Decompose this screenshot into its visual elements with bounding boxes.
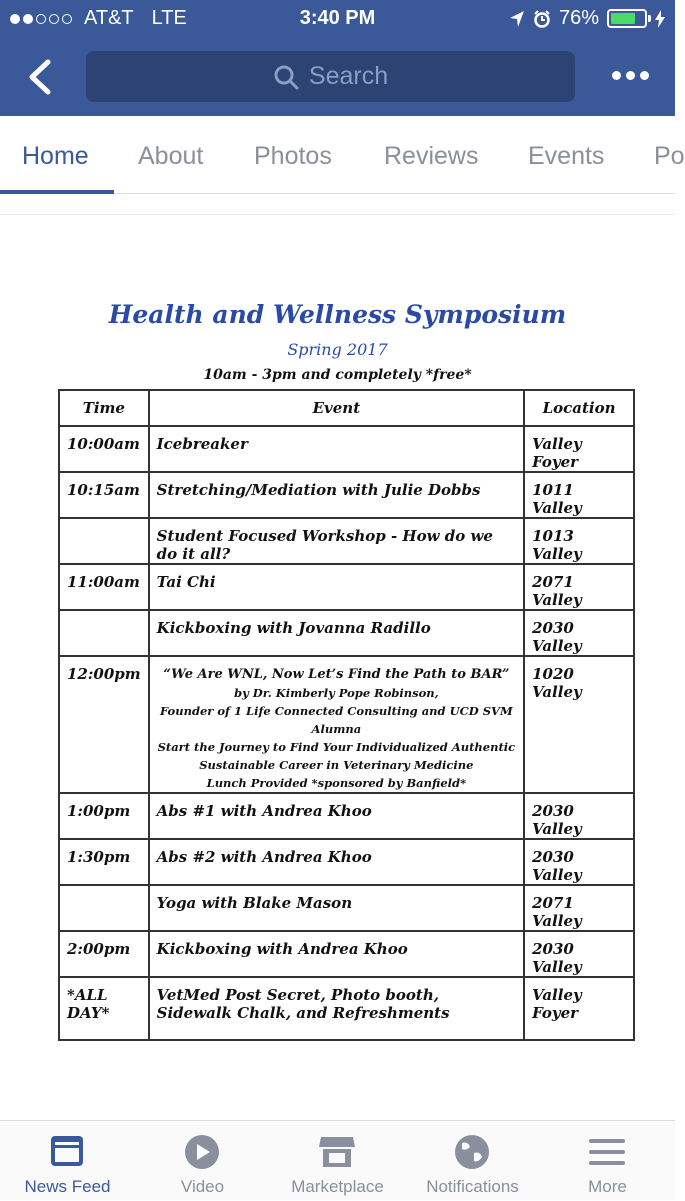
- nav-label: News Feed: [24, 1177, 111, 1196]
- location-cell: Valley Foyer: [524, 426, 634, 472]
- location-cell: 2071 Valley: [524, 885, 634, 931]
- tab-photos[interactable]: Photos: [254, 142, 332, 170]
- event-line: Start the Journey to Find Your Individualized Authentic: [157, 740, 516, 754]
- post-photo[interactable]: [0, 216, 675, 1089]
- time-cell: 10:00am: [59, 426, 149, 472]
- event-line: Sustainable Career in Veterinary Medicine: [199, 758, 474, 772]
- column-header-location: Location: [524, 390, 634, 426]
- event-line: “We Are WNL, Now Let’s Find the Path to BAR”: [163, 667, 510, 682]
- signal-dot: [36, 14, 46, 24]
- location-cell: 2030 Valley: [524, 839, 634, 885]
- nav-notifications[interactable]: [405, 1121, 540, 1201]
- battery-level: [611, 13, 635, 24]
- table-header-row: [59, 390, 634, 426]
- event-cell: VetMed Post Secret, Photo booth, Sidewalk Chalk, and Refreshments: [149, 977, 524, 1040]
- dot-icon: [626, 71, 635, 80]
- tab-about[interactable]: About: [138, 142, 204, 170]
- column-header-time: Time: [59, 390, 149, 426]
- video-icon: [182, 1133, 222, 1171]
- time-cell: [59, 518, 149, 564]
- time-cell: [59, 885, 149, 931]
- event-cell: Kickboxing with Andrea Khoo: [149, 931, 524, 977]
- time-cell: *ALL DAY*: [59, 977, 149, 1040]
- event-cell: Student Focused Workshop - How do we do it all?: [149, 518, 524, 564]
- divider: [0, 214, 675, 215]
- event-cell: Yoga with Blake Mason: [149, 885, 524, 931]
- location-cell: 1013 Valley: [524, 518, 634, 564]
- battery-percent: 76%: [558, 7, 599, 29]
- table-row: [59, 793, 634, 839]
- tab-events[interactable]: Events: [528, 142, 605, 170]
- charging-bolt-icon: [655, 10, 665, 28]
- nav-more[interactable]: [540, 1121, 675, 1201]
- alarm-clock-icon: [533, 10, 551, 28]
- more-options-button[interactable]: [612, 62, 649, 88]
- event-cell: Abs #1 with Andrea Khoo: [149, 793, 524, 839]
- signal-dot: [23, 14, 33, 24]
- table-row: [59, 472, 634, 518]
- back-button[interactable]: [18, 52, 62, 102]
- location-cell: 2030 Valley: [524, 793, 634, 839]
- table-row: [59, 564, 634, 610]
- table-row: [59, 977, 634, 1040]
- status-left: [10, 7, 187, 30]
- event-cell: [149, 656, 524, 793]
- flyer-subtitle: Spring 2017: [287, 340, 388, 359]
- time-cell: 12:00pm: [59, 656, 149, 793]
- event-cell: Tai Chi: [149, 564, 524, 610]
- flyer-title: Health and Wellness Symposium: [108, 300, 567, 329]
- signal-dot: [62, 14, 72, 24]
- tab-home[interactable]: Home: [22, 142, 89, 170]
- app-header: [0, 0, 675, 116]
- active-tab-indicator: [0, 190, 114, 194]
- nav-news-feed[interactable]: [0, 1121, 135, 1201]
- signal-dot: [49, 14, 59, 24]
- event-line: Lunch Provided *sponsored by Banfield*: [206, 776, 467, 790]
- tab-reviews[interactable]: Reviews: [384, 142, 479, 170]
- news-feed-icon: [47, 1133, 87, 1171]
- tab-posts[interactable]: Po: [654, 142, 685, 170]
- time-cell: 1:30pm: [59, 839, 149, 885]
- menu-icon: [587, 1133, 627, 1171]
- marketplace-icon: [317, 1133, 357, 1171]
- search-placeholder: Search: [308, 62, 389, 90]
- location-cell: 2071 Valley: [524, 564, 634, 610]
- status-right: [509, 7, 665, 30]
- time-cell: 11:00am: [59, 564, 149, 610]
- table-row: [59, 656, 634, 793]
- bottom-tab-bar: [0, 1120, 675, 1200]
- nav-label: Video: [180, 1177, 225, 1196]
- signal-strength-icon: [10, 14, 72, 24]
- location-cell: 1011 Valley: [524, 472, 634, 518]
- carrier-name: AT&T: [84, 7, 134, 29]
- nav-video[interactable]: [135, 1121, 270, 1201]
- event-line: by Dr. Kimberly Pope Robinson,: [234, 686, 439, 700]
- nav-label: More: [588, 1177, 627, 1196]
- chevron-left-icon: [18, 52, 62, 102]
- time-cell: 10:15am: [59, 472, 149, 518]
- table-row: [59, 518, 634, 564]
- search-input[interactable]: [86, 51, 575, 102]
- table-row: [59, 885, 634, 931]
- dot-icon: [640, 71, 649, 80]
- signal-dot: [10, 14, 20, 24]
- nav-label: Notifications: [426, 1177, 519, 1196]
- event-cell: Icebreaker: [149, 426, 524, 472]
- time-cell: 2:00pm: [59, 931, 149, 977]
- battery-icon: [607, 9, 647, 28]
- location-cell: 2030 Valley: [524, 931, 634, 977]
- location-cell: Valley Foyer: [524, 977, 634, 1040]
- nav-label: Marketplace: [291, 1177, 384, 1196]
- clock: 3:40 PM: [299, 7, 376, 29]
- column-header-event: Event: [149, 390, 524, 426]
- time-cell: 1:00pm: [59, 793, 149, 839]
- location-arrow-icon: [509, 10, 525, 28]
- flyer-tagline: 10am - 3pm and completely *free*: [203, 367, 472, 383]
- table-row: [59, 839, 634, 885]
- schedule-table: [58, 389, 635, 1041]
- status-bar: [0, 0, 675, 38]
- dot-icon: [612, 71, 621, 80]
- nav-marketplace[interactable]: [270, 1121, 405, 1201]
- globe-icon: [452, 1133, 492, 1171]
- table-row: [59, 931, 634, 977]
- location-cell: 2030 Valley: [524, 610, 634, 656]
- event-line: Founder of 1 Life Connected Consulting and UCD SVM Alumna: [160, 704, 513, 736]
- search-icon: [273, 64, 299, 90]
- event-cell: Kickboxing with Jovanna Radillo: [149, 610, 524, 656]
- table-row: [59, 426, 634, 472]
- page-tabs: [0, 116, 685, 194]
- time-cell: [59, 610, 149, 656]
- table-row: [59, 610, 634, 656]
- event-cell: Abs #2 with Andrea Khoo: [149, 839, 524, 885]
- location-cell: 1020 Valley: [524, 656, 634, 793]
- event-cell: Stretching/Mediation with Julie Dobbs: [149, 472, 524, 518]
- network-type: LTE: [151, 7, 187, 29]
